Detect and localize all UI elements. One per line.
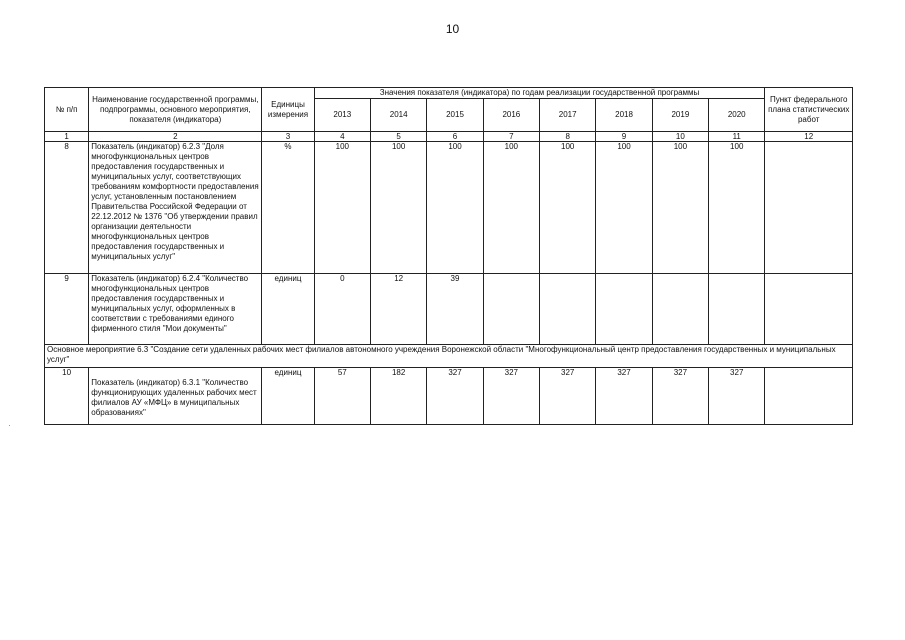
page-number: 10 <box>445 22 460 36</box>
header-federal-plan: Пункт федерального плана статистических работ <box>765 88 853 132</box>
column-number: 7 <box>483 132 539 142</box>
column-number: 1 <box>45 132 89 142</box>
column-number: 9 <box>596 132 652 142</box>
row-value: 327 <box>596 368 652 425</box>
column-number: 5 <box>370 132 426 142</box>
header-year: 2014 <box>370 99 426 132</box>
header-values-group: Значения показателя (индикатора) по годам реализации государственной программы <box>314 88 765 99</box>
row-num: 10 <box>45 368 89 425</box>
row-name: Показатель (индикатор) 6.3.1 "Количество функционирующих удаленных рабочих мест филиалов АУ «МФЦ» в муниципальных образованиях" <box>89 368 262 425</box>
column-number: 11 <box>709 132 765 142</box>
header-year: 2015 <box>427 99 483 132</box>
row-federal-plan <box>765 274 853 345</box>
header-num: № п/п <box>45 88 89 132</box>
row-num: 9 <box>45 274 89 345</box>
row-federal-plan <box>765 142 853 274</box>
column-number: 12 <box>765 132 853 142</box>
row-unit: единиц <box>262 368 314 425</box>
row-value: 100 <box>709 142 765 274</box>
row-value: 327 <box>652 368 708 425</box>
header-name: Наименование государственной программы, подпрограммы, основного мероприятия, показателя (индикатора) <box>89 88 262 132</box>
row-value: 182 <box>370 368 426 425</box>
row-num: 8 <box>45 142 89 274</box>
row-value: 39 <box>427 274 483 345</box>
table-row <box>45 274 853 345</box>
row-value: 100 <box>427 142 483 274</box>
row-value: 100 <box>540 142 596 274</box>
row-value: 327 <box>709 368 765 425</box>
row-value: 100 <box>596 142 652 274</box>
header-row-top <box>45 88 853 99</box>
table-row <box>45 368 853 425</box>
section-title: Основное мероприятие 6.3 "Создание сети удаленных рабочих мест филиалов автономного учреждения Воронежской области "Многофункциональный центр предоставления государственных и муниципальных услуг" <box>45 345 853 368</box>
row-value: 327 <box>427 368 483 425</box>
header-year: 2013 <box>314 99 370 132</box>
row-value <box>596 274 652 345</box>
header-year: 2017 <box>540 99 596 132</box>
row-value: 100 <box>483 142 539 274</box>
row-value <box>652 274 708 345</box>
header-year: 2016 <box>483 99 539 132</box>
indicators-table <box>44 87 853 425</box>
column-number: 8 <box>540 132 596 142</box>
column-number: 6 <box>427 132 483 142</box>
header-year: 2020 <box>709 99 765 132</box>
row-value: 100 <box>370 142 426 274</box>
column-number: 3 <box>262 132 314 142</box>
scan-speck <box>9 425 10 426</box>
row-value: 100 <box>652 142 708 274</box>
column-number-row <box>45 132 853 142</box>
row-value: 327 <box>483 368 539 425</box>
row-value <box>483 274 539 345</box>
row-value <box>540 274 596 345</box>
row-value: 57 <box>314 368 370 425</box>
column-number: 2 <box>89 132 262 142</box>
row-value: 327 <box>540 368 596 425</box>
row-value: 0 <box>314 274 370 345</box>
header-year: 2019 <box>652 99 708 132</box>
row-name: Показатель (индикатор) 6.2.3 "Доля многофункциональных центров предоставления государственных и муниципальных услуг, соответствующих требованиям комфортности предоставления услуг, установленным постановлением Правительства Российской Федерации от 22.12.2012 № 1376 "Об утверждении правил организации деятельности многофункциональных центров предоставления государственных и муниципальных услуг" <box>89 142 262 274</box>
row-unit: единиц <box>262 274 314 345</box>
row-name: Показатель (индикатор) 6.2.4 "Количество многофункциональных центров предоставления государственных и муниципальных услуг, оформленных в соответствии с требованиями единого фирменного стиля "Мои документы" <box>89 274 262 345</box>
section-row <box>45 345 853 368</box>
row-unit: % <box>262 142 314 274</box>
table-row <box>45 142 853 274</box>
row-value: 12 <box>370 274 426 345</box>
header-unit: Единицы измерения <box>262 88 314 132</box>
row-federal-plan <box>765 368 853 425</box>
header-year: 2018 <box>596 99 652 132</box>
column-number: 10 <box>652 132 708 142</box>
column-number: 4 <box>314 132 370 142</box>
row-value <box>709 274 765 345</box>
row-value: 100 <box>314 142 370 274</box>
